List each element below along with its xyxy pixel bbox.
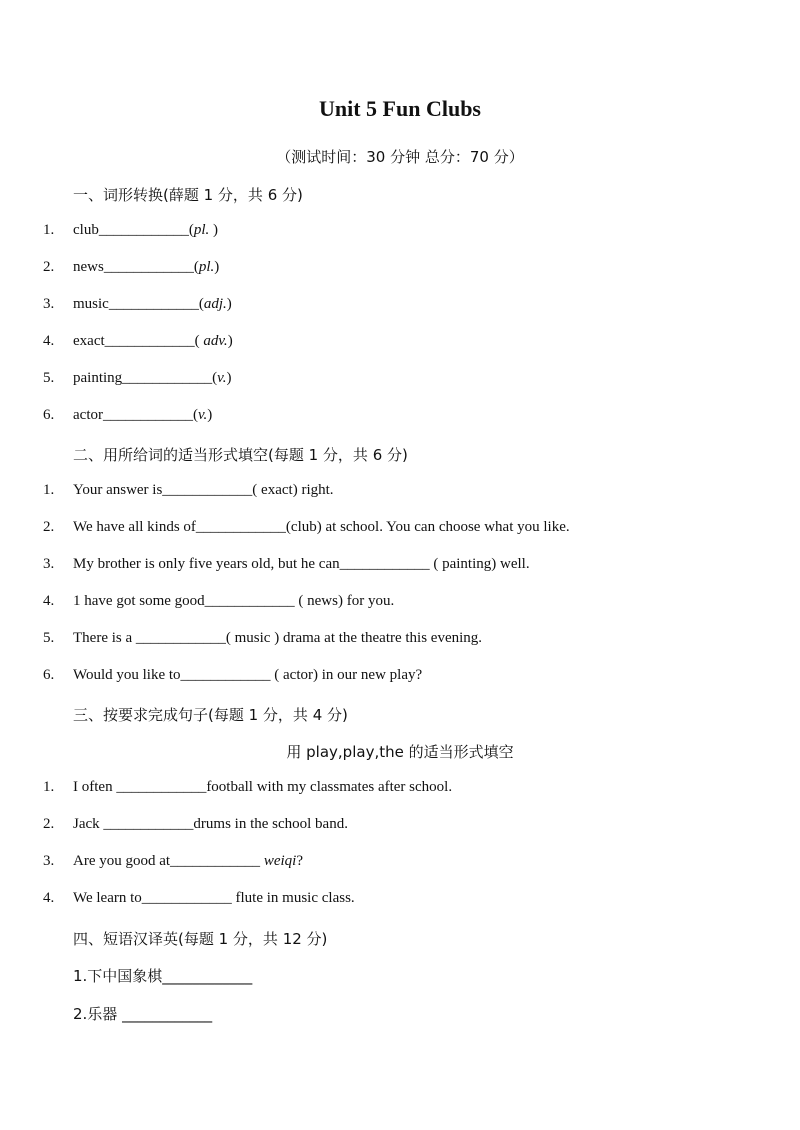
item-number: 6. bbox=[43, 407, 55, 423]
item-number: 1. bbox=[43, 482, 55, 498]
item-text: There is a ____________( music ) drama at the theatre this evening. bbox=[73, 630, 483, 646]
item-number: 2. bbox=[43, 259, 55, 275]
item-number: 2. bbox=[43, 519, 55, 535]
page-title: Unit 5 Fun Clubs bbox=[318, 96, 481, 121]
item-text: My brother is only five years old, but he can____________ ( painting) well. bbox=[73, 556, 530, 572]
section-3-heading: 三、按要求完成句子(每题 1 分，共 4 分) bbox=[73, 706, 348, 724]
item-number: 3. bbox=[43, 556, 55, 572]
item-number: 1. bbox=[43, 222, 55, 238]
item-number: 4. bbox=[43, 890, 55, 906]
item-text: We have all kinds of____________(club) at school. You can choose what you like. bbox=[73, 519, 570, 535]
item-number: 2. bbox=[43, 816, 55, 832]
item-text: 1 have got some good____________ ( news) for you. bbox=[73, 593, 395, 609]
item-number: 6. bbox=[43, 667, 55, 683]
section-4-item: 1.下中国象棋____________ bbox=[73, 967, 253, 985]
item-text: I often ____________football with my classmates after school. bbox=[73, 779, 453, 795]
item-text: news____________(pl.) bbox=[73, 259, 220, 275]
item-text: music____________(adj.) bbox=[73, 296, 232, 312]
section-4-heading: 四、短语汉译英(每题 1 分，共 12 分) bbox=[73, 930, 328, 948]
section-3-instruction: 用 play,play,the 的适当形式填空 bbox=[286, 743, 514, 761]
item-text: We learn to____________ flute in music class. bbox=[73, 890, 355, 906]
item-number: 3. bbox=[43, 853, 55, 869]
test-info: （测试时间：30 分钟 总分：70 分） bbox=[276, 148, 524, 166]
item-text: club____________(pl. ) bbox=[73, 222, 218, 238]
item-text: Your answer is____________( exact) right. bbox=[73, 482, 334, 498]
item-text: Are you good at____________ weiqi? bbox=[73, 853, 303, 869]
item-number: 4. bbox=[43, 333, 55, 349]
section-2-heading: 二、用所给词的适当形式填空(每题 1 分，共 6 分) bbox=[73, 446, 408, 464]
item-number: 5. bbox=[43, 630, 55, 646]
item-text: painting____________(v.) bbox=[73, 370, 232, 386]
item-number: 5. bbox=[43, 370, 55, 386]
item-number: 1. bbox=[43, 779, 55, 795]
item-number: 4. bbox=[43, 593, 55, 609]
item-text: Would you like to____________ ( actor) in our new play? bbox=[73, 667, 423, 683]
item-text: actor____________(v.) bbox=[73, 407, 213, 423]
section-4-item: 2.乐器 ____________ bbox=[73, 1005, 213, 1023]
item-text: Jack ____________drums in the school band. bbox=[73, 816, 348, 832]
item-number: 3. bbox=[43, 296, 55, 312]
section-1-heading: 一、词形转换(薛题 1 分，共 6 分) bbox=[73, 186, 303, 204]
item-text: exact____________( adv.) bbox=[73, 333, 233, 349]
